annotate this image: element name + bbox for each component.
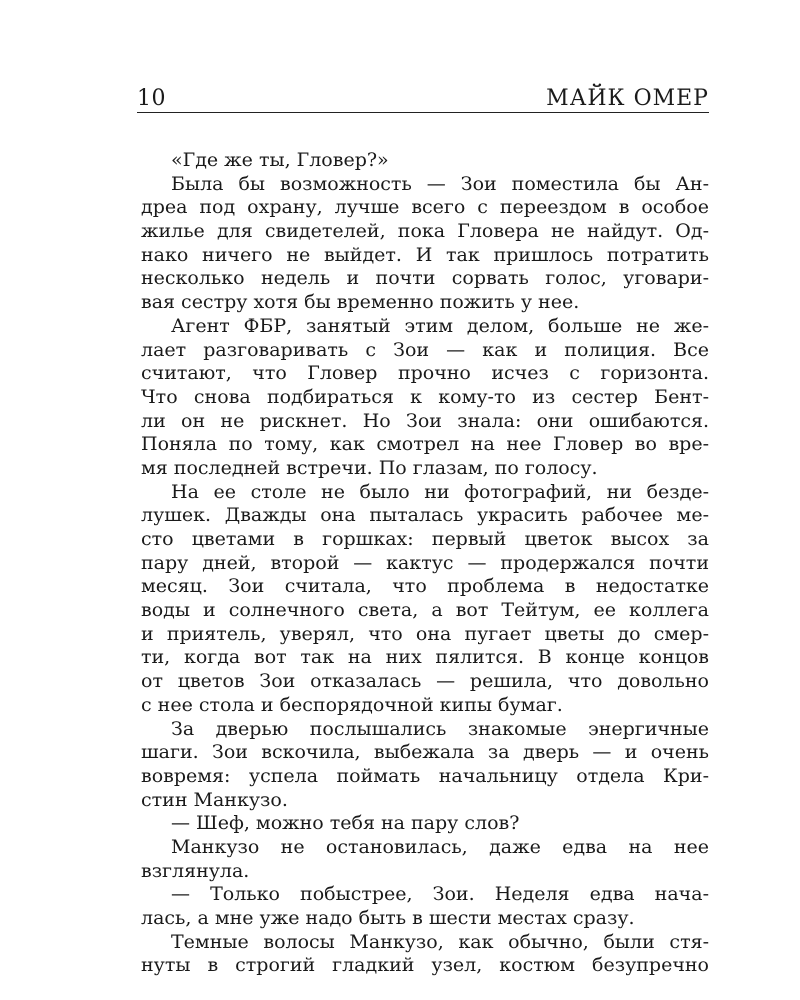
text-line: и приятель, уверял, что она пугает цветы до смер- — [141, 622, 709, 645]
text-line: За дверью послышались знакомые энергичные — [171, 717, 709, 740]
text-line: «Где же ты, Гловер?» — [171, 149, 389, 171]
text-line: — Шеф, можно тебя на пару слов? — [171, 812, 520, 835]
text-line: На ее столе не было ни фотографий, ни безде- — [171, 480, 709, 503]
text-line: стин Манкузо. — [141, 788, 288, 811]
text-line: пару дней, второй — кактус — продержался почти — [141, 551, 709, 574]
text-line: Была бы возможность — Зои поместила бы Ан- — [171, 172, 709, 195]
text-line: лась, а мне уже надо быть в шести местах сразу. — [141, 907, 635, 929]
text-line: нуты в строгий гладкий узел, костюм безупречно — [141, 954, 709, 977]
text-line: шаги. Зои вскочила, выбежала за дверь — и очень — [141, 741, 709, 764]
text-line: сто цветами в горшках: первый цветок высох за — [141, 528, 709, 550]
text-line: с нее стола и беспорядочной кипы бумаг. — [141, 693, 563, 716]
text-line: — Только побыстрее, Зои. Неделя едва нача- — [171, 883, 709, 906]
text-line: Манкузо не остановилась, даже едва на нее — [171, 835, 709, 858]
page-body — [141, 149, 709, 978]
text-line: месяц. Зои считала, что проблема в недостатке — [141, 575, 709, 598]
text-line: Темные волосы Манкузо, как обычно, были стя- — [171, 930, 709, 953]
text-line: лает разговаривать с Зои — как и полиция. Все — [141, 338, 709, 361]
text-line: мя последней встречи. По глазам, по голосу. — [141, 456, 598, 479]
text-line: ли он не рискнет. Но Зои знала: они ошибаются. — [141, 409, 709, 432]
text-line: воды и солнечного света, а вот Тейтум, ее коллега — [141, 599, 709, 622]
text-line: нако ничего не выйдет. И так пришлось потратить — [141, 243, 709, 266]
text-line: Поняла по тому, как смотрел на нее Гловер во вре- — [141, 433, 709, 456]
text-line: ти, когда вот так на них пялится. В конце концов — [141, 646, 709, 669]
text-line: несколько недель и почти сорвать голос, уговари- — [141, 267, 709, 290]
header-rule — [137, 112, 709, 113]
text-line: взглянула. — [141, 859, 250, 882]
page-number: 10 — [137, 86, 166, 111]
text-line: жилье для свидетелей, пока Гловера не найдут. Од- — [141, 220, 709, 243]
page-header — [137, 86, 709, 112]
text-line: вая сестру хотя бы временно пожить у нее. — [141, 291, 580, 314]
text-line: считают, что Гловер прочно исчез с горизонта. — [141, 362, 709, 385]
running-head-author: МАЙК ОМЕР — [546, 86, 709, 111]
text-line: Что снова подбираться к кому-то из сестер Бент- — [141, 385, 709, 408]
text-line: Агент ФБР, занятый этим делом, больше не же- — [171, 314, 709, 337]
text-line: дреа под охрану, лучше всего с переездом в особое — [141, 196, 709, 219]
text-line: лушек. Дважды она пыталась украсить рабочее ме- — [141, 504, 709, 527]
text-line: вовремя: успела поймать начальницу отдела Кри- — [141, 764, 709, 787]
text-line: от цветов Зои отказалась — решила, что довольно — [141, 670, 709, 693]
